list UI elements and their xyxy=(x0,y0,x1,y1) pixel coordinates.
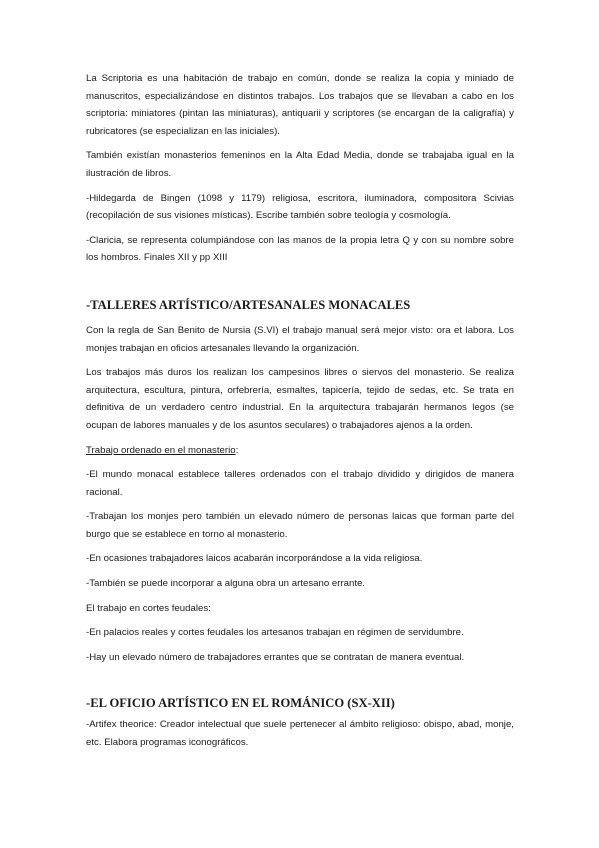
paragraph-regla-san-benito: Con la regla de San Benito de Nursia (S.VI) el trabajo manual será mejor visto: ora et labora. Los monjes trabajan en oficios artesanales llevando la organización. xyxy=(86,324,514,354)
paragraph-trabajadores-errantes: -Hay un elevado número de trabajadores errantes que se contratan de manera eventual. xyxy=(86,651,465,663)
heading-oficio-romanico: -EL OFICIO ARTÍSTICO EN EL ROMÁNICO (SX-XII) xyxy=(86,696,395,711)
document-page xyxy=(86,70,514,759)
paragraph-servidumbre: -En palacios reales y cortes feudales los artesanos trabajan en régimen de servidumbre. xyxy=(86,627,464,639)
paragraph-monjes-laicos: -Trabajan los monjes pero también un elevado número de personas laicas que forman parte del burgo que se establece en torno al monasterio. xyxy=(86,511,514,540)
paragraph-trabajos-duros: Los trabajos más duros los realizan los campesinos libres o siervos del monasterio. Se realiza arquitectura, escultura, pintura, orfebrería, esmaltes, tapicería, tejido de sedas, etc. Se trata en definitiva de un verdadero centro industrial. En la arquitectura trabajarán hermanos legos (se ocupan de labores manuales y de los asuntos seculares) o trabajadores ajenos a la orden. xyxy=(86,367,514,431)
paragraph-cortes-feudales: El trabajo en cortes feudales: xyxy=(86,602,211,614)
paragraph-hildegarda: -Hildegarda de Bingen (1098 y 1179) religiosa, escritora, iluminadora, compositora Scivias (recopilación de sus visiones místicas). Escribe también sobre teología y cosmología. xyxy=(86,192,514,222)
paragraph-artesano-errante: -También se puede incorporar a alguna obra un artesano errante. xyxy=(86,578,366,590)
paragraph-monasterios-femeninos: También existían monasterios femeninos en la Alta Edad Media, donde se trabajaba igual en la ilustración de libros. xyxy=(86,150,514,179)
subheading-colon: : xyxy=(235,444,239,456)
subheading-trabajo-ordenado-text: Trabajo ordenado en el monasterio xyxy=(86,444,236,456)
paragraph-mundo-monacal: -El mundo monacal establece talleres ordenados con el trabajo dividido y dirigidos de manera racional. xyxy=(86,469,514,498)
paragraph-artifex-theorice: -Artifex theorice: Creador intelectual que suele pertenecer al ámbito religioso: obispo, abad, monje, etc. Elabora programas iconográficos. xyxy=(86,719,514,749)
paragraph-trabajadores-laicos: -En ocasiones trabajadores laicos acabarán incorporándose a la vida religiosa. xyxy=(86,553,423,565)
paragraph-scriptoria: La Scriptoria es una habitación de trabajo en común, donde se realiza la copia y miniado de manuscritos, especializándose en distintos trabajos. Los trabajos que se llevaban a cabo en los scriptoria: miniatores (pintan las miniaturas), antiquarii y scriptores (se encargan de la caligrafía) y rubricatores (se especializan en las iniciales). xyxy=(86,73,514,137)
heading-talleres: -TALLERES ARTÍSTICO/ARTESANALES MONACALES xyxy=(86,297,411,312)
subheading-trabajo-ordenado xyxy=(86,442,514,460)
paragraph-claricia: -Claricia, se representa columpiándose con las manos de la propia letra Q y con su nombre sobre los hombros. Finales XII y pp XIII xyxy=(86,234,514,264)
